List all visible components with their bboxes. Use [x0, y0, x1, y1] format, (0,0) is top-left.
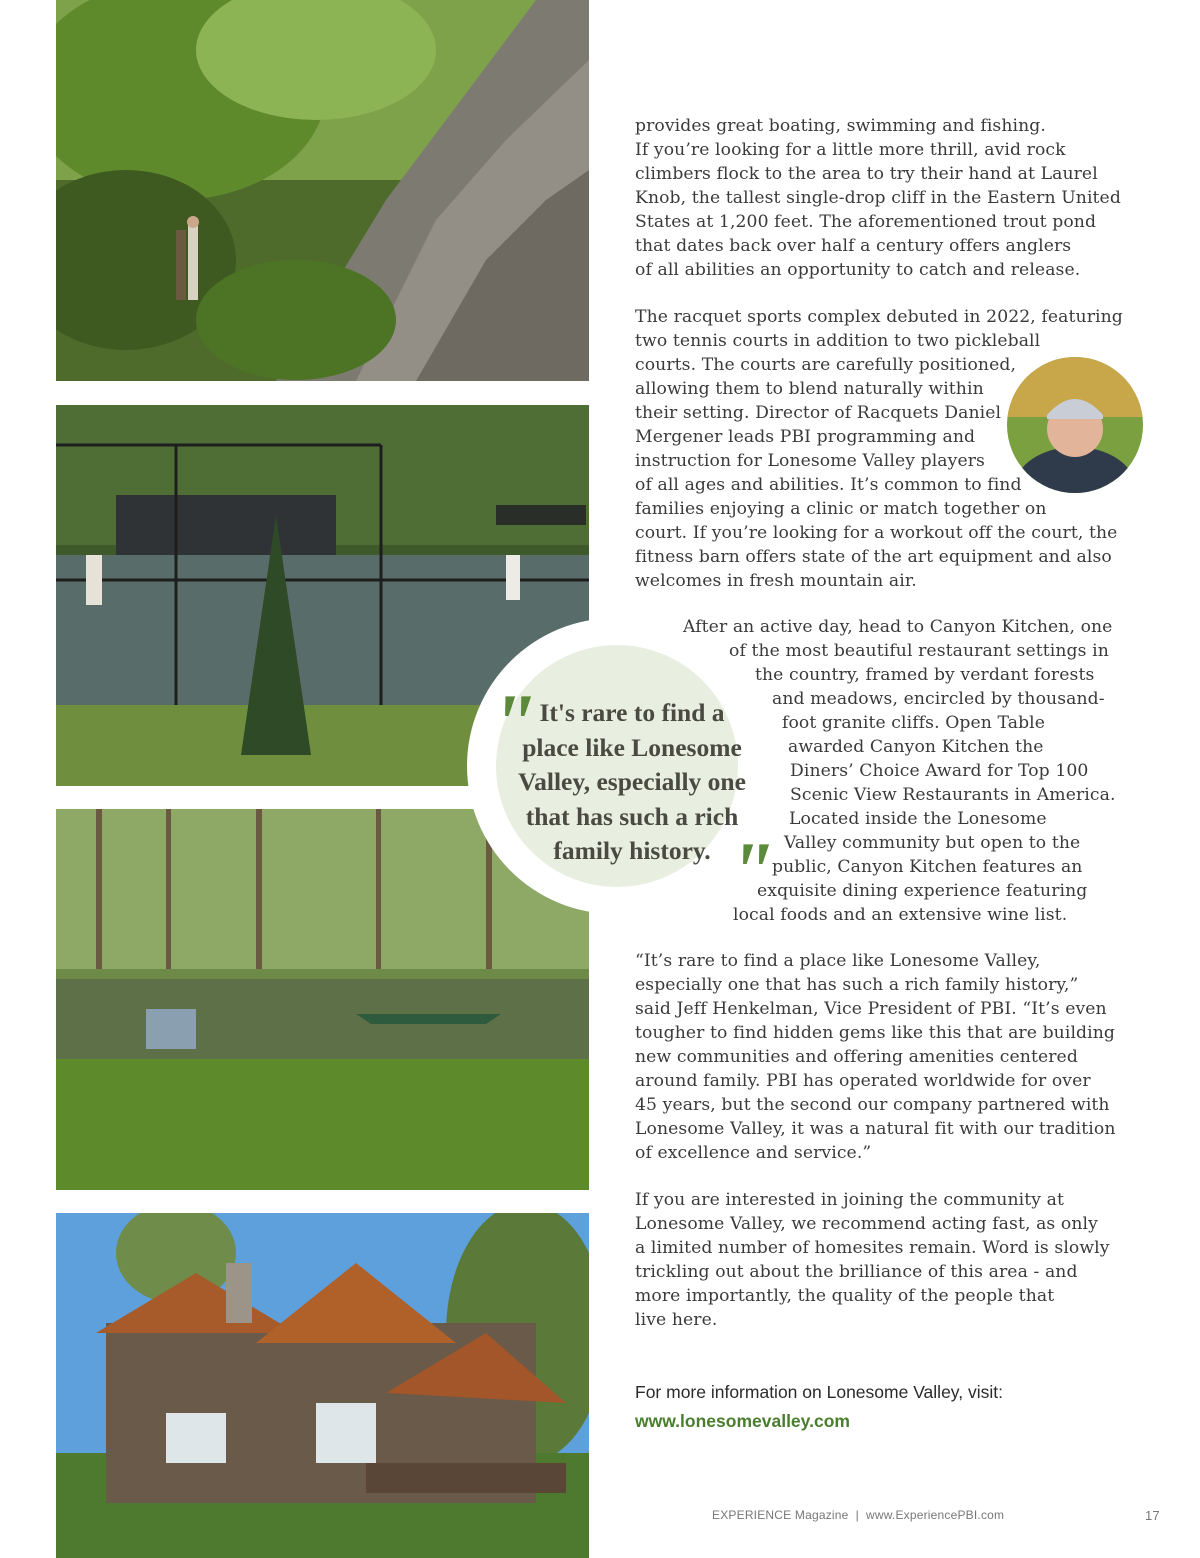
text-line: allowing them to blend naturally within: [635, 379, 984, 399]
text-line: two tennis courts in addition to two pickleball: [635, 331, 1041, 351]
text-line: their setting. Director of Racquets Daniel: [635, 403, 1002, 423]
text-line: “It’s rare to find a place like Lonesome Valley,: [635, 951, 1041, 971]
text-line: courts. The courts are carefully positioned,: [635, 355, 1017, 375]
pull-quote-line: family history.: [553, 836, 711, 865]
text-line: Scenic View Restaurants in America.: [790, 785, 1116, 805]
text-line: If you are interested in joining the community at: [635, 1190, 1064, 1210]
website-link[interactable]: www.lonesomevalley.com: [635, 1411, 850, 1431]
text-line: Lonesome Valley, we recommend acting fast, as only: [635, 1214, 1098, 1234]
text-line: especially one that has such a rich family history,”: [635, 975, 1079, 995]
text-line: awarded Canyon Kitchen the: [788, 737, 1044, 757]
text-line: new communities and offering amenities centered: [635, 1047, 1078, 1067]
text-line: If you’re looking for a little more thrill, avid rock: [635, 140, 1066, 160]
article-paragraph-quote: [635, 949, 1125, 1165]
text-line: Valley community but open to the: [784, 833, 1081, 853]
pull-quote-line: place like Lonesome: [522, 732, 742, 762]
article-paragraph-canyon-kitchen: [635, 615, 1125, 927]
footer-publication: EXPERIENCE Magazine | www.ExperiencePBI.com: [712, 1508, 1005, 1522]
text-line: trickling out about the brilliance of this area - and: [635, 1262, 1078, 1282]
text-line: States at 1,200 feet. The aforementioned trout pond: [635, 212, 1097, 232]
text-line: instruction for Lonesome Valley players: [635, 451, 985, 471]
pull-quote-line: Valley, especially one: [518, 767, 746, 796]
article-paragraph-activities: [635, 114, 1125, 282]
text-line: of all ages and abilities. It’s common to find: [635, 475, 1022, 495]
text-line: of excellence and service.”: [635, 1143, 872, 1163]
text-line: the country, framed by verdant forests: [755, 665, 1095, 685]
page-number: 17: [1145, 1508, 1160, 1523]
text-line: 45 years, but the second our company partnered with: [635, 1095, 1110, 1115]
text-line: court. If you’re looking for a workout off the court, the: [635, 523, 1118, 543]
text-line: a limited number of homesites remain. Word is slowly: [635, 1238, 1110, 1258]
text-line: climbers flock to the area to try their hand at Laurel: [635, 164, 1098, 184]
text-line: more importantly, the quality of the people that: [635, 1286, 1055, 1306]
text-line: tougher to find hidden gems like this that are building: [635, 1023, 1116, 1043]
text-line: Mergener leads PBI programming and: [635, 427, 976, 447]
text-line: that dates back over half a century offers anglers: [635, 236, 1072, 256]
text-line: live here.: [635, 1310, 718, 1330]
text-line: and meadows, encircled by thousand-: [772, 689, 1105, 709]
close-quote-icon: ": [728, 825, 775, 918]
text-line: Lonesome Valley, it was a natural fit with our tradition: [635, 1119, 1116, 1139]
pull-quote-line: It's rare to find a: [539, 698, 725, 727]
photo-rock-cliff: [56, 0, 589, 381]
text-line: local foods and an extensive wine list.: [733, 905, 1068, 925]
text-line: provides great boating, swimming and fishing.: [635, 116, 1046, 136]
text-line: foot granite cliffs. Open Table: [782, 713, 1046, 733]
text-line: welcomes in fresh mountain air.: [635, 571, 917, 591]
text-line: around family. PBI has operated worldwide for over: [635, 1071, 1091, 1091]
text-line: Located inside the Lonesome: [789, 809, 1047, 829]
pull-quote-line: that has such a rich: [525, 801, 739, 831]
text-line: The racquet sports complex debuted in 2022, featuring: [635, 307, 1123, 327]
article-paragraph-closing: [635, 1188, 1125, 1332]
text-line: Diners’ Choice Award for Top 100: [790, 761, 1089, 781]
text-line: fitness barn offers state of the art equipment and also: [635, 547, 1112, 567]
text-line: of all abilities an opportunity to catch and release.: [635, 260, 1081, 280]
open-quote-icon: ": [490, 677, 537, 770]
photo-mountain-house: [56, 1213, 589, 1558]
text-line: families enjoying a clinic or match together on: [635, 499, 1047, 519]
text-line: said Jeff Henkelman, Vice President of PBI. “It’s even: [635, 999, 1107, 1019]
text-line: After an active day, head to Canyon Kitchen, one: [683, 617, 1113, 637]
portrait-avatar: [1007, 357, 1143, 493]
cta-text: For more information on Lonesome Valley, visit:: [635, 1382, 1003, 1402]
text-line: Knob, the tallest single-drop cliff in the Eastern United: [635, 188, 1121, 208]
text-line: of the most beautiful restaurant settings in: [729, 641, 1109, 661]
text-line: public, Canyon Kitchen features an: [772, 857, 1083, 877]
text-line: exquisite dining experience featuring: [757, 881, 1088, 901]
